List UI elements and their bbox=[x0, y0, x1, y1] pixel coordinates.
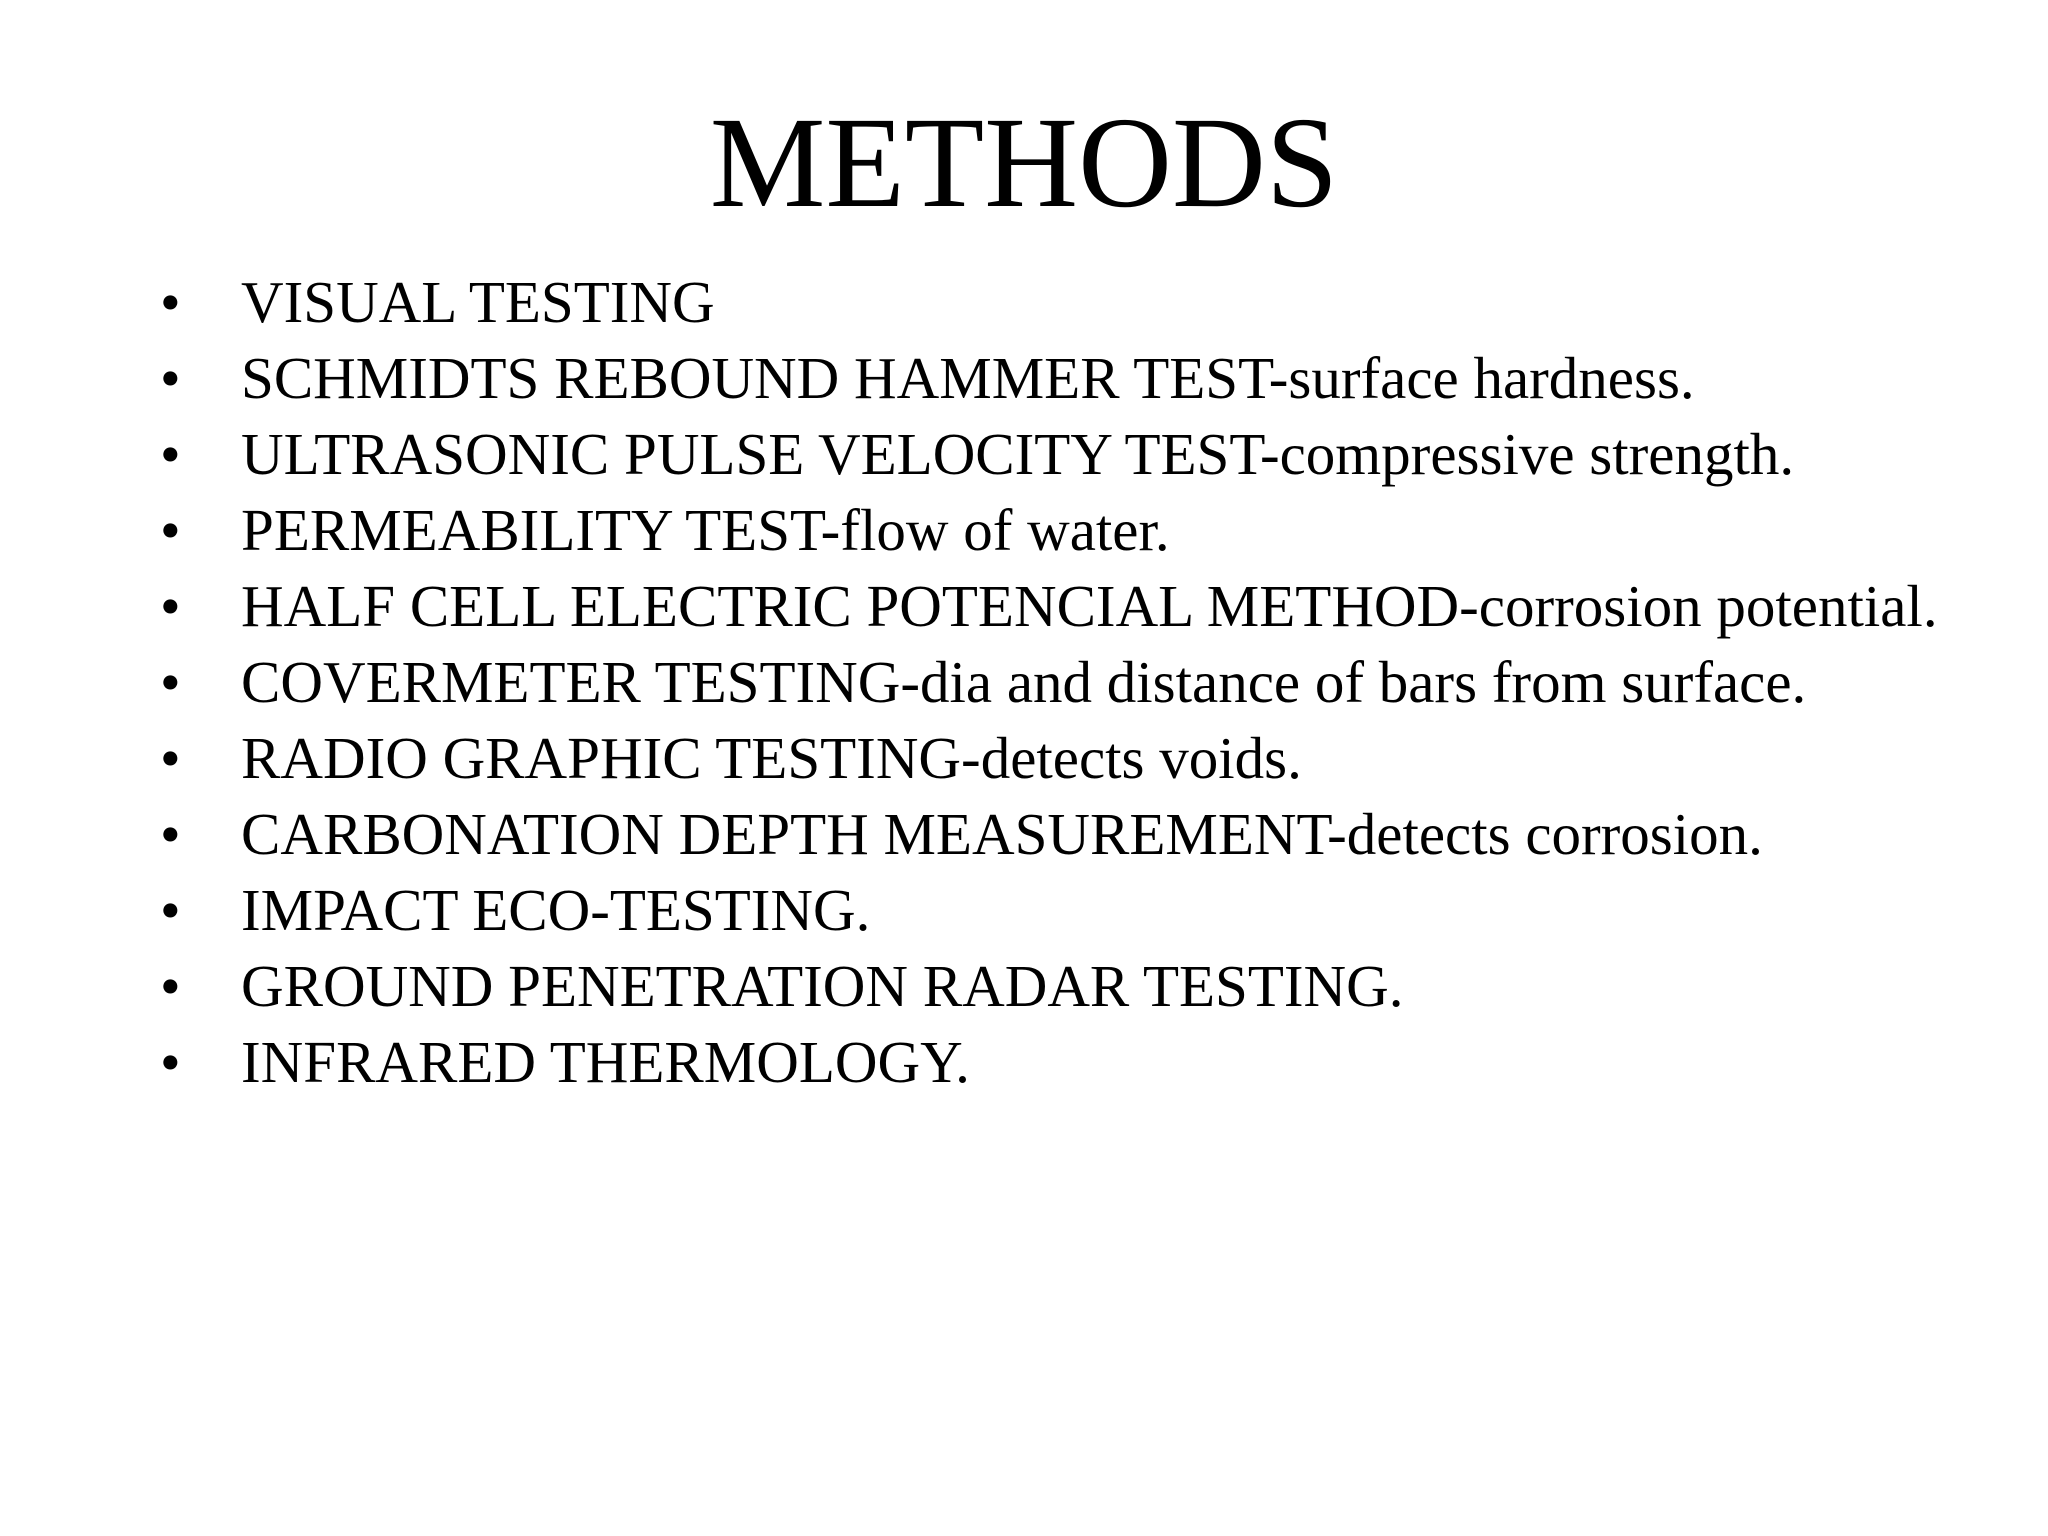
bullet-text: COVERMETER TESTING-dia and distance of bars from surface. bbox=[241, 649, 1807, 715]
bullet-text: HALF CELL ELECTRIC POTENCIAL METHOD-corrosion potential. bbox=[241, 573, 1938, 639]
bullet-icon: • bbox=[160, 1029, 181, 1095]
bullet-icon: • bbox=[160, 497, 181, 563]
bullet-item bbox=[160, 649, 1960, 715]
bullet-icon: • bbox=[160, 345, 181, 411]
bullet-icon: • bbox=[160, 725, 181, 791]
bullet-item bbox=[160, 801, 1960, 867]
bullet-text: RADIO GRAPHIC TESTING-detects voids. bbox=[241, 725, 1302, 791]
bullet-icon: • bbox=[160, 269, 181, 335]
bullet-icon: • bbox=[160, 421, 181, 487]
bullet-icon: • bbox=[160, 573, 181, 639]
bullet-text: GROUND PENETRATION RADAR TESTING. bbox=[241, 953, 1404, 1019]
bullet-text: ULTRASONIC PULSE VELOCITY TEST-compressive strength. bbox=[241, 421, 1795, 487]
bullet-icon: • bbox=[160, 649, 181, 715]
bullet-item bbox=[160, 877, 1960, 943]
bullet-icon: • bbox=[160, 953, 181, 1019]
bullet-icon: • bbox=[160, 877, 181, 943]
bullet-item bbox=[160, 725, 1960, 791]
bullet-item bbox=[160, 953, 1960, 1019]
bullet-item bbox=[160, 421, 1960, 487]
bullet-item bbox=[160, 573, 1960, 639]
bullet-text: CARBONATION DEPTH MEASUREMENT-detects corrosion. bbox=[241, 801, 1763, 867]
bullet-item bbox=[160, 345, 1960, 411]
bullet-item bbox=[160, 1029, 1960, 1095]
bullet-text: VISUAL TESTING bbox=[241, 269, 715, 335]
bullet-list bbox=[160, 269, 1960, 1108]
slide-title: METHODS bbox=[709, 91, 1339, 235]
bullet-text: INFRARED THERMOLOGY. bbox=[241, 1029, 970, 1095]
bullet-text: SCHMIDTS REBOUND HAMMER TEST-surface hardness. bbox=[241, 345, 1695, 411]
bullet-item bbox=[160, 269, 1960, 335]
bullet-text: PERMEABILITY TEST-flow of water. bbox=[241, 497, 1170, 563]
bullet-text: IMPACT ECO-TESTING. bbox=[241, 877, 871, 943]
bullet-item bbox=[160, 497, 1960, 563]
bullet-icon: • bbox=[160, 801, 181, 867]
